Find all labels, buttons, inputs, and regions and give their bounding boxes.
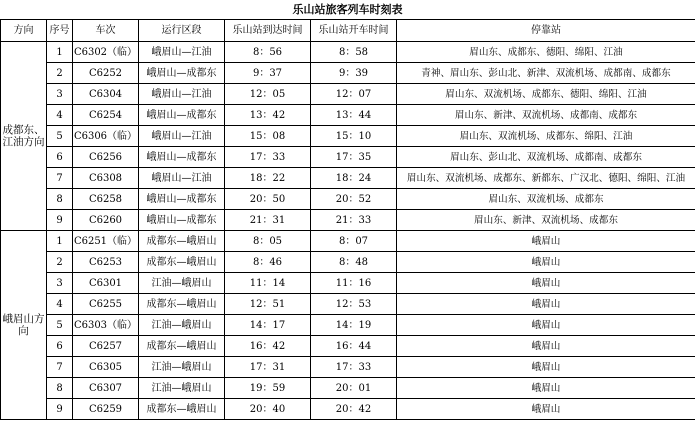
- seq-cell: 6: [47, 147, 73, 168]
- header-seq: 序号: [47, 20, 73, 42]
- depart-cell: 9：39: [311, 63, 397, 84]
- arrive-cell: 21：31: [225, 210, 311, 231]
- arrive-cell: 16：42: [225, 336, 311, 357]
- depart-cell: 20：42: [311, 399, 397, 420]
- header-row: [1, 20, 695, 42]
- header-train: 车次: [73, 20, 139, 42]
- arrive-cell: 11：14: [225, 273, 311, 294]
- section-cell: 峨眉山—江油: [139, 126, 225, 147]
- seq-cell: 3: [47, 84, 73, 105]
- table-row: [1, 84, 695, 105]
- header-section: 运行区段: [139, 20, 225, 42]
- train-cell: C6256: [73, 147, 139, 168]
- seq-cell: 2: [47, 252, 73, 273]
- seq-cell: 7: [47, 357, 73, 378]
- section-cell: 成都东—峨眉山: [139, 294, 225, 315]
- direction-cell: 成都东、江油方向: [1, 42, 47, 231]
- stops-cell: 峨眉山: [397, 378, 695, 399]
- train-cell: C6259: [73, 399, 139, 420]
- stops-cell: 眉山东、成都东、德阳、绵阳、江油: [397, 42, 695, 63]
- depart-cell: 8：48: [311, 252, 397, 273]
- table-row: [1, 231, 695, 252]
- depart-cell: 12：53: [311, 294, 397, 315]
- section-cell: 峨眉山—江油: [139, 168, 225, 189]
- seq-cell: 2: [47, 63, 73, 84]
- table-row: [1, 105, 695, 126]
- depart-cell: 12：07: [311, 84, 397, 105]
- timetable: [0, 19, 695, 420]
- section-cell: 峨眉山—成都东: [139, 105, 225, 126]
- section-cell: 成都东—峨眉山: [139, 252, 225, 273]
- table-row: [1, 189, 695, 210]
- table-row: [1, 147, 695, 168]
- section-cell: 成都东—峨眉山: [139, 336, 225, 357]
- table-row: [1, 378, 695, 399]
- table-row: [1, 168, 695, 189]
- arrive-cell: 8：56: [225, 42, 311, 63]
- train-cell: C6258: [73, 189, 139, 210]
- table-row: [1, 315, 695, 336]
- train-cell: C6301: [73, 273, 139, 294]
- seq-cell: 9: [47, 210, 73, 231]
- depart-cell: 17：33: [311, 357, 397, 378]
- train-cell: C6303（临）: [73, 315, 139, 336]
- arrive-cell: 15：08: [225, 126, 311, 147]
- section-cell: 江油—峨眉山: [139, 378, 225, 399]
- seq-cell: 8: [47, 189, 73, 210]
- arrive-cell: 17：31: [225, 357, 311, 378]
- table-row: [1, 252, 695, 273]
- train-cell: C6306（临）: [73, 126, 139, 147]
- section-cell: 峨眉山—成都东: [139, 210, 225, 231]
- section-cell: 峨眉山—江油: [139, 42, 225, 63]
- train-cell: C6307: [73, 378, 139, 399]
- table-row: [1, 210, 695, 231]
- depart-cell: 13：44: [311, 105, 397, 126]
- stops-cell: 峨眉山: [397, 273, 695, 294]
- stops-cell: 峨眉山: [397, 294, 695, 315]
- table-row: [1, 336, 695, 357]
- depart-cell: 16：44: [311, 336, 397, 357]
- train-cell: C6253: [73, 252, 139, 273]
- train-cell: C6308: [73, 168, 139, 189]
- stops-cell: 峨眉山: [397, 399, 695, 420]
- seq-cell: 4: [47, 105, 73, 126]
- table-row: [1, 357, 695, 378]
- train-cell: C6305: [73, 357, 139, 378]
- train-cell: C6251（临）: [73, 231, 139, 252]
- section-cell: 峨眉山—成都东: [139, 147, 225, 168]
- section-cell: 江油—峨眉山: [139, 315, 225, 336]
- header-arrive: 乐山站到达时间: [225, 20, 311, 42]
- arrive-cell: 8：46: [225, 252, 311, 273]
- depart-cell: 17：35: [311, 147, 397, 168]
- depart-cell: 14：19: [311, 315, 397, 336]
- arrive-cell: 17：33: [225, 147, 311, 168]
- direction-cell: 峨眉山方向: [1, 231, 47, 420]
- seq-cell: 1: [47, 42, 73, 63]
- seq-cell: 8: [47, 378, 73, 399]
- depart-cell: 18：24: [311, 168, 397, 189]
- depart-cell: 8：07: [311, 231, 397, 252]
- stops-cell: 眉山东、双流机场、成都东、新都东、广汉北、德阳、绵阳、江油: [397, 168, 695, 189]
- timetable-title: 乐山站旅客列车时刻表: [292, 3, 403, 16]
- train-cell: C6304: [73, 84, 139, 105]
- header-stops: 停靠站: [397, 20, 695, 42]
- depart-cell: 15：10: [311, 126, 397, 147]
- table-row: [1, 294, 695, 315]
- depart-cell: 20：01: [311, 378, 397, 399]
- train-cell: C6260: [73, 210, 139, 231]
- depart-cell: 21：33: [311, 210, 397, 231]
- stops-cell: 眉山东、彭山北、双流机场、成都南、成都东: [397, 147, 695, 168]
- table-row: [1, 273, 695, 294]
- depart-cell: 8：58: [311, 42, 397, 63]
- header-direction: 方向: [1, 20, 47, 42]
- arrive-cell: 13：42: [225, 105, 311, 126]
- stops-cell: 眉山东、新津、双流机场、成都南、成都东: [397, 105, 695, 126]
- stops-cell: 眉山东、双流机场、成都东、绵阳、江油: [397, 126, 695, 147]
- section-cell: 成都东—峨眉山: [139, 399, 225, 420]
- train-cell: C6252: [73, 63, 139, 84]
- stops-cell: 峨眉山: [397, 336, 695, 357]
- table-row: [1, 399, 695, 420]
- arrive-cell: 12：51: [225, 294, 311, 315]
- seq-cell: 7: [47, 168, 73, 189]
- stops-cell: 青神、眉山东、彭山北、新津、双流机场、成都南、成都东: [397, 63, 695, 84]
- timetable-body: [1, 42, 695, 420]
- train-cell: C6254: [73, 105, 139, 126]
- table-row: [1, 126, 695, 147]
- stops-cell: 峨眉山: [397, 315, 695, 336]
- seq-cell: 6: [47, 336, 73, 357]
- arrive-cell: 12：05: [225, 84, 311, 105]
- table-row: [1, 63, 695, 84]
- header-depart: 乐山站开车时间: [311, 20, 397, 42]
- stops-cell: 眉山东、双流机场、成都东、德阳、绵阳、江油: [397, 84, 695, 105]
- section-cell: 江油—峨眉山: [139, 357, 225, 378]
- depart-cell: 11：16: [311, 273, 397, 294]
- stops-cell: 峨眉山: [397, 357, 695, 378]
- seq-cell: 3: [47, 273, 73, 294]
- train-cell: C6257: [73, 336, 139, 357]
- seq-cell: 5: [47, 126, 73, 147]
- depart-cell: 20：52: [311, 189, 397, 210]
- train-cell: C6302（临）: [73, 42, 139, 63]
- seq-cell: 9: [47, 399, 73, 420]
- table-row: [1, 42, 695, 63]
- seq-cell: 1: [47, 231, 73, 252]
- stops-cell: 眉山东、新津、双流机场、成都东: [397, 210, 695, 231]
- arrive-cell: 20：50: [225, 189, 311, 210]
- stops-cell: 眉山东、双流机场、成都东: [397, 189, 695, 210]
- section-cell: 江油—峨眉山: [139, 273, 225, 294]
- arrive-cell: 9：37: [225, 63, 311, 84]
- section-cell: 峨眉山—成都东: [139, 63, 225, 84]
- arrive-cell: 19：59: [225, 378, 311, 399]
- train-cell: C6255: [73, 294, 139, 315]
- stops-cell: 峨眉山: [397, 231, 695, 252]
- seq-cell: 5: [47, 315, 73, 336]
- section-cell: 峨眉山—江油: [139, 84, 225, 105]
- arrive-cell: 14：17: [225, 315, 311, 336]
- section-cell: 成都东—峨眉山: [139, 231, 225, 252]
- section-cell: 峨眉山—成都东: [139, 189, 225, 210]
- arrive-cell: 8：05: [225, 231, 311, 252]
- arrive-cell: 20：40: [225, 399, 311, 420]
- arrive-cell: 18：22: [225, 168, 311, 189]
- seq-cell: 4: [47, 294, 73, 315]
- stops-cell: 峨眉山: [397, 252, 695, 273]
